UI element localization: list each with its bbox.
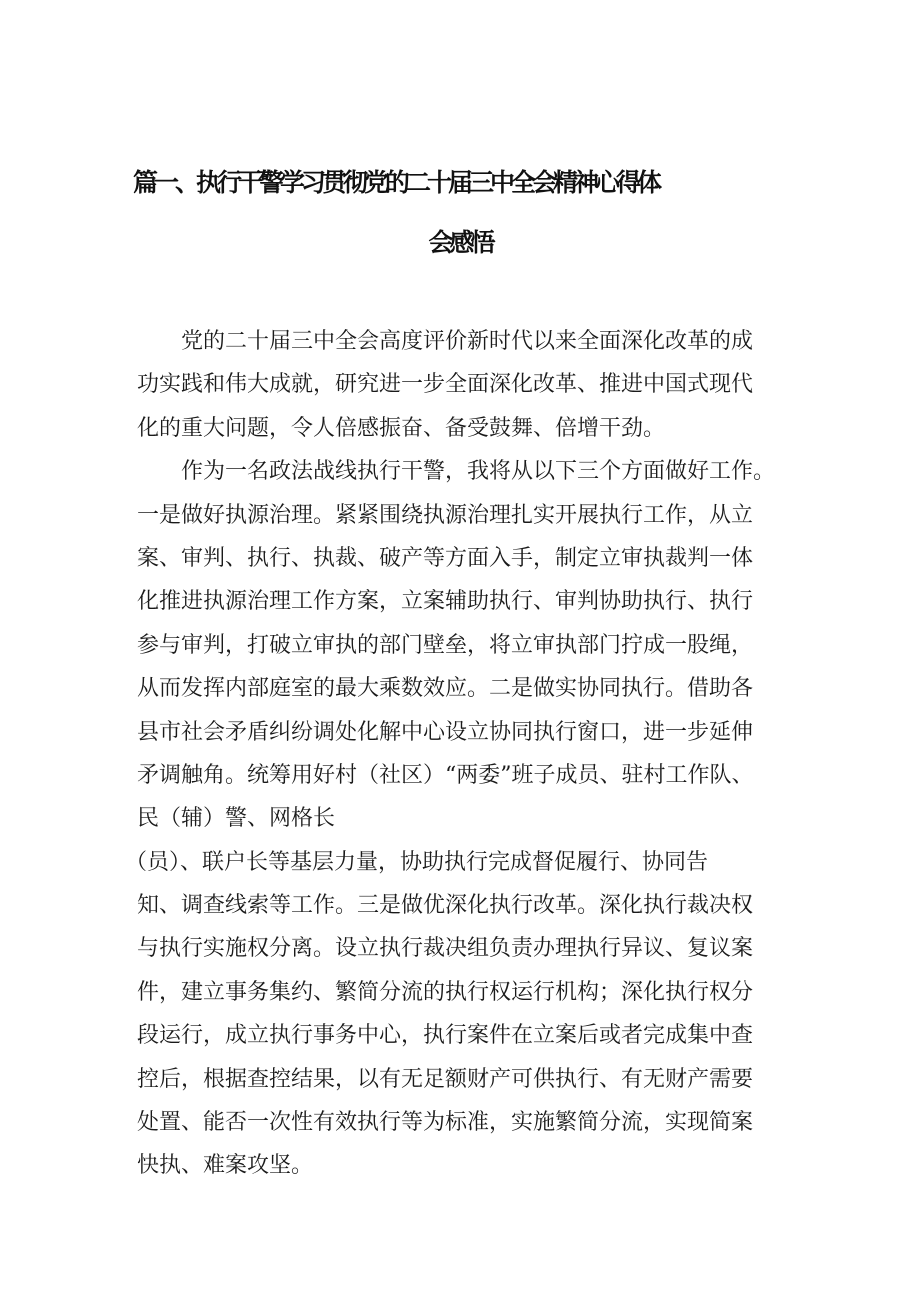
document-title-line-1: 篇一、执行干警学习贯彻党的二十届三中全会精神心得体: [133, 168, 659, 197]
document-title-line-2: 会感悟: [428, 228, 492, 257]
text-line: 化的重大问题，令人倍感振奋、备受鼓舞、倍增干劲。: [137, 415, 666, 441]
text-line: 段运行，成立执行事务中心，执行案件在立案后或者完成集中查: [137, 1023, 754, 1049]
text-line: 作为一名政法战线执行干警，我将从以下三个方面做好工作。: [181, 459, 776, 485]
text-line: 快执、难案攻坚。: [137, 1153, 314, 1179]
text-line: 与执行实施权分离。设立执行裁决组负责办理执行异议、复议案: [137, 936, 754, 962]
document-body: [125, 320, 797, 1188]
paragraph-1: [137, 320, 797, 450]
text-line: 一是做好执源治理。紧紧围绕执源治理扎实开展执行工作，从立: [137, 502, 754, 528]
text-line: 民（辅）警、网格长: [137, 806, 336, 832]
text-line: 党的二十届三中全会高度评价新时代以来全面深化改革的成: [181, 329, 754, 354]
text-line: 知、调查线索等工作。三是做优深化执行改革。深化执行裁决权: [137, 893, 754, 919]
paragraph-3: [125, 841, 797, 1188]
text-line: 县市社会矛盾纠纷调处化解中心设立协同执行窗口，进一步延伸: [137, 719, 754, 745]
text-line: 处置、能否一次性有效执行等为标准，实施繁简分流，实现简案: [137, 1110, 754, 1136]
paragraph-2: [137, 450, 797, 841]
text-line: （员）、联户长等基层力量，协助执行完成督促履行、协同告: [125, 849, 709, 875]
text-line: 件，建立事务集约、繁简分流的执行权运行机构；深化执行权分: [137, 979, 754, 1005]
text-line: 化推进执源治理工作方案，立案辅助执行、审判协助执行、执行: [137, 589, 754, 615]
text-line: 参与审判，打破立审执的部门壁垒，将立审执部门拧成一股绳，: [137, 632, 754, 658]
text-line: 案、审判、执行、执裁、破产等方面入手，制定立审执裁判一体: [137, 545, 754, 571]
text-line: 从而发挥内部庭室的最大乘数效应。二是做实协同执行。借助各: [137, 676, 754, 702]
text-line: 控后，根据查控结果，以有无足额财产可供执行、有无财产需要: [137, 1066, 754, 1092]
text-line: 功实践和伟大成就，研究进一步全面深化改革、推进中国式现代: [137, 372, 754, 398]
text-line: 矛调触角。统筹用好村（社区）“两委”班子成员、驻村工作队、: [137, 762, 754, 788]
